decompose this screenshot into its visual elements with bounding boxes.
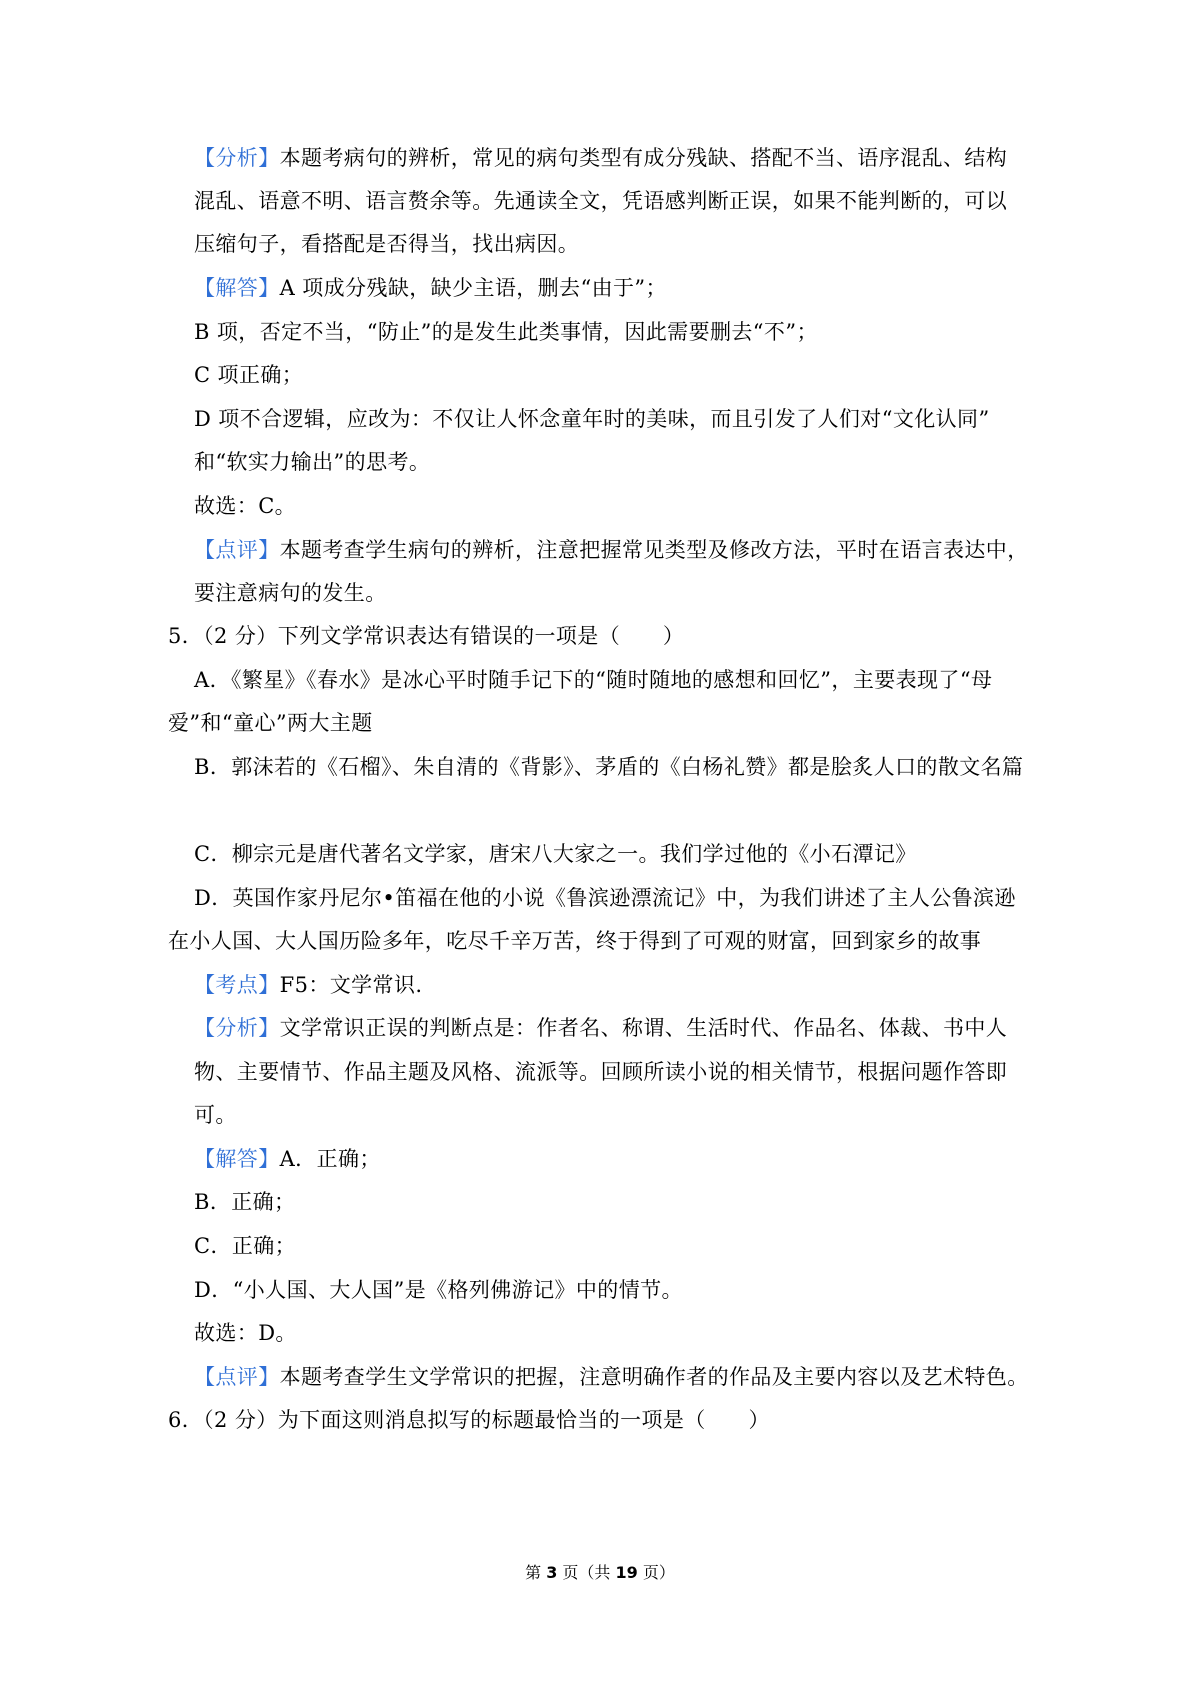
- q5-comment-line: 【点评】本题考查学生文学常识的把握，注意明确作者的作品及主要内容以及艺术特色。: [194, 1365, 1029, 1389]
- q4-answer-line-5: 和“软实力输出”的思考。: [194, 450, 431, 474]
- q5-analysis-line-2: 物、主要情节、作品主题及风格、流派等。回顾所读小说的相关情节，根据问题作答即: [194, 1060, 1008, 1084]
- analysis-tag: 【分析】: [194, 146, 280, 170]
- q5-option-b: B．郭沫若的《石榴》、朱自清的《背影》、茅盾的《白杨礼赞》都是脍炙人口的散文名篇: [194, 755, 1024, 779]
- q5-analysis-line-3: 可。: [194, 1103, 237, 1127]
- point-tag: 【考点】: [194, 973, 280, 997]
- answer-tag: 【解答】: [194, 276, 280, 300]
- page-footer: 第 3 页（共 19 页）: [525, 1563, 675, 1582]
- page-number: 3: [546, 1563, 558, 1582]
- q4-answer-line-3: C 项正确；: [194, 363, 304, 387]
- q5-answer-line-3: C．正确；: [194, 1234, 297, 1258]
- q5-answer-line-4: D．“小人国、大人国”是《格列佛游记》中的情节。: [194, 1278, 683, 1302]
- q4-answer-line-1: 【解答】A 项成分残缺，缺少主语，删去“由于”；: [194, 276, 667, 300]
- q4-comment-line-2: 要注意病句的发生。: [194, 581, 387, 605]
- q6-stem: 6．（2 分）为下面这则消息拟写的标题最恰当的一项是（ ）: [168, 1408, 770, 1432]
- q5-option-a-line-1: A．《繁星》《春水》是冰心平时随手记下的“随时随地的感想和回忆”，主要表现了“母: [194, 668, 993, 692]
- q4-analysis-line-2: 混乱、语意不明、语言赘余等。先通读全文，凭语感判断正误，如果不能判断的，可以: [194, 189, 1008, 213]
- comment-tag: 【点评】: [194, 538, 280, 562]
- answer-tag: 【解答】: [194, 1147, 280, 1171]
- comment-tag: 【点评】: [194, 1365, 280, 1389]
- q5-answer-line-5: 故选：D。: [194, 1321, 297, 1345]
- q5-answer-line-1: 【解答】A．正确；: [194, 1147, 381, 1171]
- q4-answer-line-4: D 项不合逻辑，应改为：不仅让人怀念童年时的美味，而且引发了人们对“文化认同”: [194, 407, 990, 431]
- q5-answer-line-2: B．正确；: [194, 1190, 296, 1214]
- q5-stem: 5．（2 分）下列文学常识表达有错误的一项是（ ）: [168, 624, 685, 648]
- q5-option-a-line-2: 爱”和“童心”两大主题: [168, 711, 373, 735]
- q4-comment-line-1: 【点评】本题考查学生病句的辨析，注意把握常见类型及修改方法，平时在语言表达中，: [194, 538, 1029, 562]
- q5-option-c: C．柳宗元是唐代著名文学家，唐宋八大家之一。我们学过他的《小石潭记》: [194, 842, 917, 866]
- q4-answer-line-2: B 项，否定不当，“防止”的是发生此类事情，因此需要删去“不”；: [194, 320, 818, 344]
- q5-option-d-line-1: D．英国作家丹尼尔•笛福在他的小说《鲁滨逊漂流记》中，为我们讲述了主人公鲁滨逊: [194, 886, 1016, 910]
- page-total: 19: [615, 1563, 638, 1582]
- q4-answer-line-6: 故选：C。: [194, 494, 297, 518]
- q5-option-d-line-2: 在小人国、大人国历险多年，吃尽千辛万苦，终于得到了可观的财富，回到家乡的故事: [168, 929, 982, 953]
- q4-analysis-line-1: 【分析】本题考病句的辨析，常见的病句类型有成分残缺、搭配不当、语序混乱、结构: [194, 146, 1008, 170]
- q4-analysis-line-3: 压缩句子，看搭配是否得当，找出病因。: [194, 232, 580, 256]
- q5-analysis-line-1: 【分析】文学常识正误的判断点是：作者名、称谓、生活时代、作品名、体裁、书中人: [194, 1016, 1008, 1040]
- q5-point-line: 【考点】F5：文学常识.: [194, 973, 423, 997]
- analysis-tag: 【分析】: [194, 1016, 280, 1040]
